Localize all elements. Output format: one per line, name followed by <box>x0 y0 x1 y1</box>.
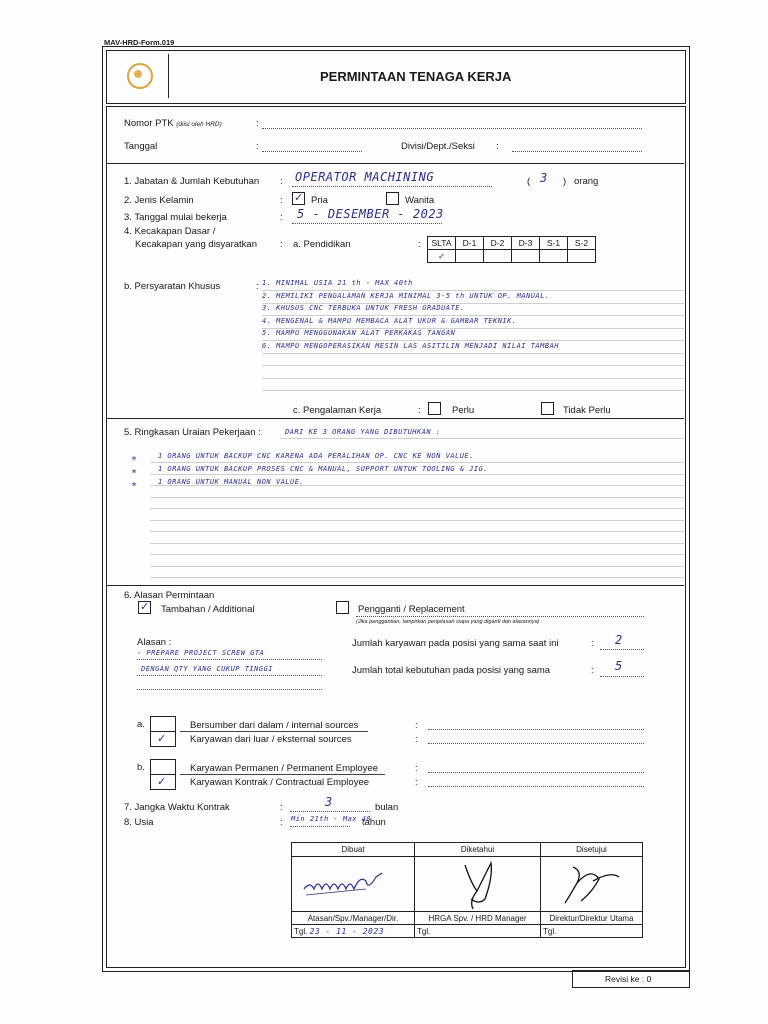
logo-icon <box>127 63 153 89</box>
persyaratan-item[interactable]: 4. MENGENAL & MAMPU MEMBACA ALAT UKUR & GAMBAR TEKNIK. <box>262 316 517 325</box>
alasan-permintaan-label: 6. Alasan Permintaan <box>124 590 215 601</box>
ringkasan-line <box>150 531 684 532</box>
disetujui-header: Disetujui <box>541 843 643 857</box>
persyaratan-item[interactable]: 1. MINIMAL USIA 21 th - MAX 40th <box>262 279 413 287</box>
pria-checkbox[interactable]: ✓ <box>294 192 304 204</box>
bulan-label: bulan <box>375 802 399 813</box>
wanita-checkbox[interactable] <box>386 192 399 205</box>
form-code: MAV-HRD-Form.019 <box>104 38 175 47</box>
persyaratan-line <box>262 328 684 329</box>
separator <box>106 418 684 419</box>
education-table <box>427 236 596 263</box>
colon: : <box>415 777 418 788</box>
persyaratan-line <box>262 303 684 304</box>
colon: : <box>280 802 283 813</box>
kecakapan-label-2: Kecakapan yang disyaratkan <box>135 239 257 250</box>
nomor-ptk-field[interactable] <box>262 128 642 129</box>
alasan-dotline-1 <box>137 659 322 660</box>
alasan-line-1[interactable]: - PREPARE PROJECT SCREW GTA <box>137 649 265 657</box>
colon: : <box>280 817 283 828</box>
page-title: PERMINTAAN TENAGA KERJA <box>320 69 512 84</box>
education-level-slta: SLTA <box>428 237 456 250</box>
pengganti-checkbox[interactable] <box>336 601 349 614</box>
colon: : <box>591 638 594 649</box>
internal-field[interactable] <box>428 729 644 730</box>
employee-line <box>180 774 385 775</box>
ringkasan-bullet: * <box>131 468 138 479</box>
ringkasan-label: 5. Ringkasan Uraian Pekerjaan : <box>124 427 261 438</box>
persyaratan-line <box>262 365 684 366</box>
separator <box>106 163 684 164</box>
ringkasan-line <box>150 508 684 509</box>
tanggal-mulai-line <box>292 223 442 224</box>
education-checkbox-slta[interactable]: ✓ <box>428 250 456 263</box>
jumlah-total-label: Jumlah total kebutuhan pada posisi yang sama <box>352 665 551 676</box>
education-checkbox-d-2[interactable] <box>484 250 512 263</box>
colon: : <box>415 763 418 774</box>
education-checkbox-s-2[interactable] <box>568 250 596 263</box>
ringkasan-bullet: * <box>131 481 138 492</box>
revisi-label: Revisi ke : 0 <box>605 974 652 984</box>
colon: : <box>418 239 421 250</box>
jabatan-label: 1. Jabatan & Jumlah Kebutuhan <box>124 176 260 187</box>
pria-label: Pria <box>311 195 328 206</box>
jangka-value[interactable]: 3 <box>325 795 333 809</box>
dibuat-header: Dibuat <box>292 843 415 857</box>
ringkasan-line <box>150 497 684 498</box>
disetujui-role: Direktur/Direktur Utama <box>541 912 643 925</box>
dibuat-tgl[interactable]: Tgl. 23 - 11 - 2023 <box>292 925 415 938</box>
signature-diketahui-icon <box>417 857 538 909</box>
disetujui-signature[interactable] <box>541 857 643 912</box>
dibuat-signature[interactable] <box>292 857 415 912</box>
separator <box>106 585 684 586</box>
tidak-perlu-checkbox[interactable] <box>541 402 554 415</box>
ringkasan-line <box>280 438 684 439</box>
tanggal-field[interactable] <box>262 151 362 152</box>
diketahui-tgl[interactable]: Tgl. <box>415 925 541 938</box>
persyaratan-line <box>262 378 684 379</box>
colon: : <box>280 195 283 206</box>
wanita-label: Wanita <box>405 195 435 206</box>
education-checkbox-d-3[interactable] <box>512 250 540 263</box>
internal-checkbox[interactable] <box>150 716 176 732</box>
education-checkbox-d-1[interactable] <box>456 250 484 263</box>
divisi-label: Divisi/Dept./Seksi <box>401 141 475 152</box>
ringkasan-line <box>150 543 684 544</box>
education-level-s-1: S-1 <box>540 237 568 250</box>
persyaratan-line <box>262 390 684 391</box>
ringkasan-item[interactable]: 1 ORANG UNTUK BACKUP CNC KARENA ADA PERALIHAN OP. CNC KE NON VALUE. <box>158 452 474 460</box>
jumlah-karyawan-line <box>600 649 644 650</box>
perlu-checkbox[interactable] <box>428 402 441 415</box>
nomor-ptk-label: Nomor PTK (diisi oleh HRD) <box>124 118 222 129</box>
usia-value[interactable]: Min 21th - Max 40 <box>291 815 372 823</box>
persyaratan-line <box>262 290 684 291</box>
jabatan-value[interactable]: OPERATOR MACHINING <box>295 170 435 184</box>
tanggal-label: Tanggal <box>124 141 158 152</box>
ringkasan-line <box>150 554 684 555</box>
jenis-kelamin-label: 2. Jenis Kelamin <box>124 195 194 206</box>
dibuat-role: Atasan/Spv./Manager/Dir. <box>292 912 415 925</box>
colon: : <box>256 141 259 152</box>
usia-line <box>290 826 350 827</box>
eksternal-label: Karyawan dari luar / eksternal sources <box>190 734 352 745</box>
persyaratan-line <box>262 340 684 341</box>
permanen-label: Karyawan Permanen / Permanent Employee <box>190 763 378 774</box>
kontrak-label: Karyawan Kontrak / Contractual Employee <box>190 777 370 788</box>
alasan-dotline-3 <box>137 689 322 690</box>
jumlah-total-line <box>600 676 644 677</box>
education-level-d-2: D-2 <box>484 237 512 250</box>
tanggal-mulai-value[interactable]: 5 - DESEMBER - 2023 <box>297 207 444 221</box>
colon: : <box>415 734 418 745</box>
ringkasan-item[interactable]: 1 ORANG UNTUK BACKUP PROSES CNC & MANUAL, SUPPORT UNTUK TOOLING & JIG. <box>158 465 489 473</box>
education-level-d-1: D-1 <box>456 237 484 250</box>
education-level-d-3: D-3 <box>512 237 540 250</box>
ringkasan-line <box>150 462 684 463</box>
signature-dibuat-icon <box>294 857 412 909</box>
sources-line <box>180 731 368 732</box>
persyaratan-item[interactable]: 6. MAMPU MENGOPERASIKAN MESIN LAS ASITILIN MENJADI NILAI TAMBAH <box>262 341 560 350</box>
kontrak-field[interactable] <box>428 786 644 787</box>
persyaratan-item[interactable]: 2. MEMILIKI PENGALAMAN KERJA MINIMAL 3-5 th UNTUK OP. MANUAL. <box>262 291 550 300</box>
tanggal-mulai-label: 3. Tanggal mulai bekerja <box>124 212 227 223</box>
persyaratan-item[interactable]: 5. MAMPU MENGGUNAKAN ALAT PERKAKAS TANGAN <box>262 329 456 337</box>
ringkasan-line <box>150 566 684 567</box>
jumlah-value[interactable]: 3 <box>540 171 548 185</box>
kecakapan-label: 4. Kecakapan Dasar / <box>124 226 216 237</box>
colon: : <box>256 118 259 129</box>
jangka-line <box>290 811 370 812</box>
eksternal-checkbox[interactable]: ✓ <box>150 731 176 747</box>
a-label: a. <box>137 719 145 730</box>
signature-disetujui-icon <box>543 857 640 909</box>
jumlah-total-value[interactable]: 5 <box>615 659 623 673</box>
colon: : <box>591 665 594 676</box>
disetujui-tgl[interactable]: Tgl. <box>541 925 643 938</box>
ringkasan-line <box>150 474 684 475</box>
diketahui-header: Diketahui <box>415 843 541 857</box>
permanen-field[interactable] <box>428 772 644 773</box>
colon: : <box>280 212 283 223</box>
kontrak-checkbox[interactable]: ✓ <box>150 774 176 790</box>
usia-label: 8. Usia <box>124 817 154 828</box>
ringkasan-line <box>150 485 684 486</box>
company-logo <box>110 54 169 98</box>
pengganti-note: (Jika penggantian, lampirkan penjelasan siapa yang diganti dan alasannya) <box>356 619 540 625</box>
internal-label: Bersumber dari dalam / internal sources <box>190 720 359 731</box>
alasan-dotline-2 <box>137 675 322 676</box>
persyaratan-line <box>262 315 684 316</box>
jumlah-paren-open: ( <box>527 176 531 187</box>
jabatan-line <box>292 186 492 187</box>
ringkasan-item[interactable]: 1 ORANG UNTUK MANUAL NON VALUE. <box>158 478 305 486</box>
permanen-checkbox[interactable] <box>150 759 176 775</box>
tidak-perlu-label: Tidak Perlu <box>563 405 611 416</box>
jumlah-karyawan-value[interactable]: 2 <box>615 633 623 647</box>
ringkasan-line <box>150 520 684 521</box>
colon: : <box>280 239 283 250</box>
colon: : <box>496 141 499 152</box>
divisi-field[interactable] <box>512 151 642 152</box>
pengganti-label: Pengganti / Replacement <box>358 604 465 615</box>
colon: : <box>280 176 283 187</box>
pengganti-line <box>356 616 644 617</box>
education-level-s-2: S-2 <box>568 237 596 250</box>
tambahan-checkbox[interactable]: ✓ <box>140 601 150 613</box>
diketahui-role: HRGA Spv. / HRD Manager <box>415 912 541 925</box>
alasan-line-2[interactable]: DENGAN QTY YANG CUKUP TINGGI <box>141 665 274 673</box>
tambahan-label: Tambahan / Additional <box>161 604 255 615</box>
ringkasan-bullet: * <box>131 455 138 466</box>
revisi-box <box>572 970 690 988</box>
persyaratan-item[interactable]: 3. KHUSUS CNC TERBUKA UNTUK FRESH GRADUATE. <box>262 304 465 312</box>
colon: : <box>415 720 418 731</box>
persyaratan-label: b. Persyaratan Khusus <box>124 281 221 292</box>
jumlah-paren-close: ) <box>563 176 567 187</box>
b-label: b. <box>137 762 145 773</box>
signature-table <box>291 842 643 938</box>
diketahui-signature[interactable] <box>415 857 541 912</box>
jangka-label: 7. Jangka Waktu Kontrak <box>124 802 230 813</box>
perlu-label: Perlu <box>452 405 475 416</box>
orang-label: orang <box>574 176 599 187</box>
pengalaman-label: c. Pengalaman Kerja <box>293 405 382 416</box>
persyaratan-line <box>262 353 684 354</box>
education-checkbox-s-1[interactable] <box>540 250 568 263</box>
jumlah-karyawan-label: Jumlah karyawan pada posisi yang sama saat ini <box>352 638 559 649</box>
tahun-label: tahun <box>362 817 386 828</box>
alasan-label: Alasan : <box>137 637 172 648</box>
colon: : <box>418 405 421 416</box>
eksternal-field[interactable] <box>428 743 644 744</box>
pendidikan-label: a. Pendidikan <box>293 239 351 250</box>
colon: : <box>256 281 259 292</box>
ringkasan-line <box>150 577 684 578</box>
ringkasan-intro[interactable]: DARI KE 3 ORANG YANG DIBUTUHKAN : <box>285 428 441 436</box>
